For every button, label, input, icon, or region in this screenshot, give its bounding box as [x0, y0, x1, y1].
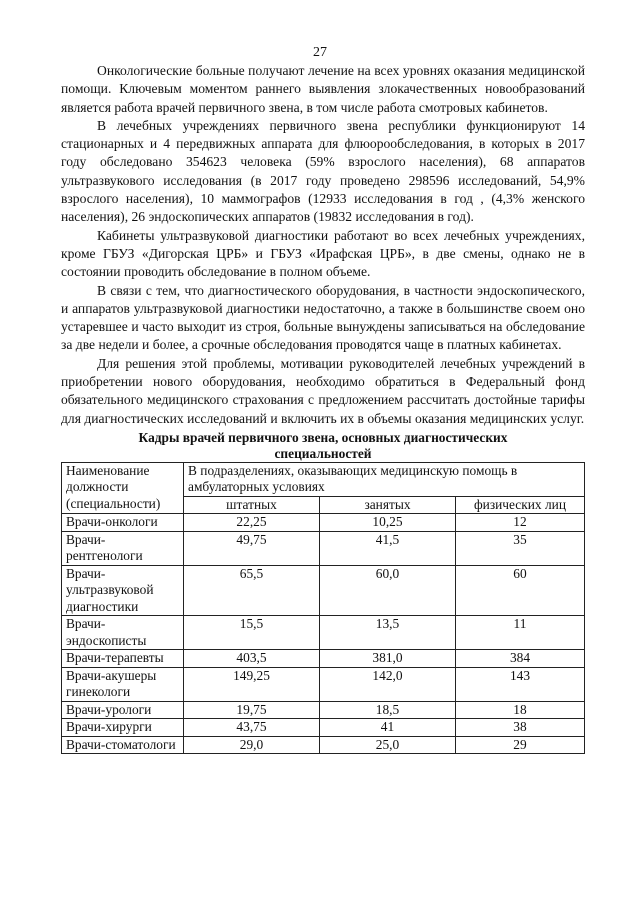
staff-cell: 149,25 [184, 667, 320, 701]
paragraph: В связи с тем, что диагностического оборудования, в частности эндоскопического, и аппаратов ультразвуковой диагностики недостаточно, а также в большинстве своем оно устаревшее и часто выходит из строя, больные вынуждены записываться на обследование за две недели и более, а срочные обследования проводятся чаще в платных кабинетах. [61, 282, 585, 353]
persons-cell: 35 [456, 531, 585, 565]
staff-cell: 15,5 [184, 616, 320, 650]
occupied-header: занятых [320, 496, 456, 514]
table-row [62, 650, 585, 668]
document-body [61, 62, 585, 754]
persons-cell: 29 [456, 736, 585, 754]
paragraph: Кабинеты ультразвуковой диагностики работают во всех лечебных учреждениях, кроме ГБУЗ «Дигорская ЦРБ» и ГБУЗ «Ирафская ЦРБ», в две смены, однако не в состоянии проводить обследование в полном объеме. [61, 227, 585, 280]
persons-cell: 38 [456, 719, 585, 737]
persons-cell: 18 [456, 701, 585, 719]
occupied-cell: 10,25 [320, 514, 456, 532]
occupied-cell: 25,0 [320, 736, 456, 754]
group-header: В подразделениях, оказывающих медицинскую помощь в амбулаторных условиях [184, 462, 585, 496]
table-row [62, 531, 585, 565]
position-cell: Врачи-акушеры гинекологи [62, 667, 184, 701]
occupied-cell: 18,5 [320, 701, 456, 719]
position-header: Наименование должности (специальности) [62, 462, 184, 514]
position-cell: Врачи-терапевты [62, 650, 184, 668]
staff-header: штатных [184, 496, 320, 514]
persons-cell: 60 [456, 565, 585, 616]
staff-cell: 43,75 [184, 719, 320, 737]
position-cell: Врачи-стоматологи [62, 736, 184, 754]
table-row [62, 514, 585, 532]
staff-table [61, 462, 585, 755]
position-cell: Врачи-хирурги [62, 719, 184, 737]
persons-cell: 11 [456, 616, 585, 650]
table-row [62, 616, 585, 650]
persons-cell: 384 [456, 650, 585, 668]
staff-cell: 29,0 [184, 736, 320, 754]
table-row [62, 719, 585, 737]
position-cell: Врачи-онкологи [62, 514, 184, 532]
staff-cell: 49,75 [184, 531, 320, 565]
position-cell: Врачи-эндоскописты [62, 616, 184, 650]
persons-cell: 12 [456, 514, 585, 532]
table-row [62, 736, 585, 754]
occupied-cell: 381,0 [320, 650, 456, 668]
occupied-cell: 60,0 [320, 565, 456, 616]
persons-cell: 143 [456, 667, 585, 701]
paragraph: Для решения этой проблемы, мотивации руководителей лечебных учреждений в приобретении нового оборудования, необходимо обратиться в Федеральный фонд обязательного медицинского страхования с предложением рассчитать достойные тарифы для диагностических исследований и включить их в объемы оказания медицинских услуг. [61, 355, 585, 426]
occupied-cell: 41 [320, 719, 456, 737]
position-cell: Врачи-урологи [62, 701, 184, 719]
table-row [62, 565, 585, 616]
occupied-cell: 13,5 [320, 616, 456, 650]
table-header-row [62, 462, 585, 496]
staff-cell: 403,5 [184, 650, 320, 668]
staff-cell: 19,75 [184, 701, 320, 719]
position-cell: Врачи-рентгенологи [62, 531, 184, 565]
page-number: 27 [313, 45, 327, 60]
position-cell: Врачи-ультразвуковой диагностики [62, 565, 184, 616]
paragraph: Онкологические больные получают лечение на всех уровнях оказания медицинской помощи. Ключевым моментом раннего выявления злокачественных новообразований является работа врачей первичного звена, в том числе работа смотровых кабинетов. [61, 63, 585, 115]
table-row [62, 701, 585, 719]
occupied-cell: 142,0 [320, 667, 456, 701]
persons-header: физических лиц [456, 496, 585, 514]
paragraph: В лечебных учреждениях первичного звена республики функционируют 14 стационарных и 4 передвижных аппарата для флюорообследования, в которых в 2017 году обследовано 354623 человека (59% взрослого населения), 68 аппаратов ультразвукового исследования (в 2017 году проведено 298596 исследований, 54,9% взрослого населения), 10 маммографов (12933 исследования в год , (4,3% женского населения), 26 эндоскопических аппаратов (19832 исследования в год). [61, 117, 585, 225]
staff-cell: 65,5 [184, 565, 320, 616]
occupied-cell: 41,5 [320, 531, 456, 565]
staff-cell: 22,25 [184, 514, 320, 532]
table-row [62, 667, 585, 701]
table-title: Кадры врачей первичного звена, основных диагностических специальностей [138, 429, 508, 461]
